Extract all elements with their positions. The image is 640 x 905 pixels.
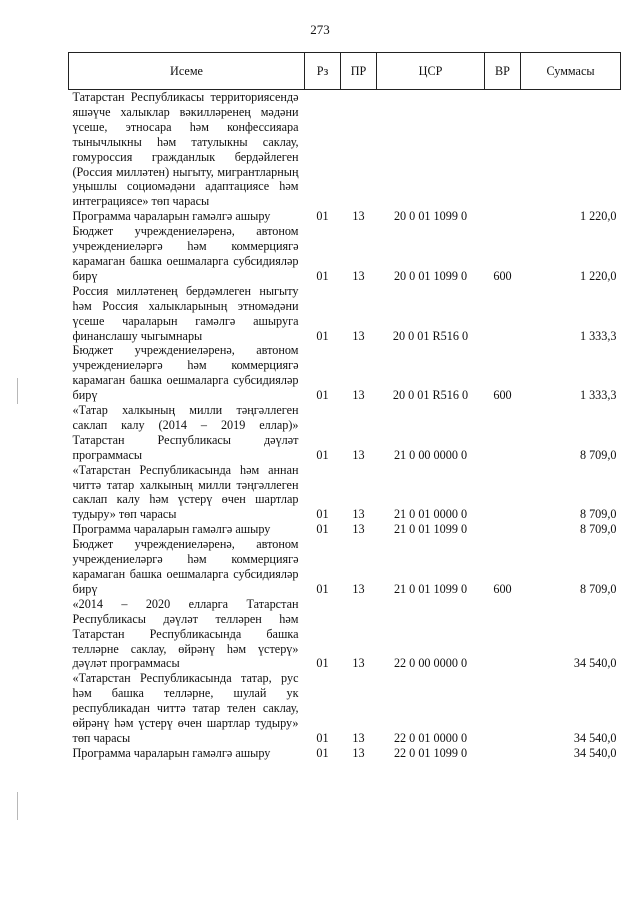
row-pr-cell: 13 [352, 447, 365, 462]
row-rz-cell: 01 [316, 522, 329, 537]
row-sum-cell: 1 220,0 [579, 268, 617, 283]
row-pr-cell: 13 [352, 745, 365, 760]
row-pr-cell: 13 [352, 268, 365, 283]
row-vr-cell: 600 [493, 388, 512, 403]
page-number: 273 [310, 22, 330, 37]
table-row [69, 224, 621, 284]
row-name-cell: Татарстан Республикасы территориясендә яшәүче халыклар вәкилләренең мәдәни үсеше, этносара һәм конфессияара тынычлыкны һәм татулыкны саклау, гомуроссия гражданлык бердәйлеген (Россия милләтен) ныгыту, мигрантларның уңышлы социомәдәни адаптациясе һәм интеграциясе» төп чарасы [72, 90, 299, 209]
row-name-cell: «Татар халкының милли тәңгәллеген саклап калу (2014 – 2019 еллар)» Татарстан Республикасы дәүләт программасы [72, 403, 299, 462]
table-row [69, 597, 621, 672]
table-row [69, 209, 621, 224]
column-header-pr: ПР [341, 53, 377, 90]
row-vr-cell [485, 403, 521, 463]
row-sum-cell: 34 540,0 [573, 656, 617, 671]
row-pr-cell: 13 [352, 656, 365, 671]
row-pr-cell: 13 [352, 507, 365, 522]
row-rz-cell: 01 [316, 656, 329, 671]
row-name-cell: Бюджет учреждениеләренә, автоном учреждениеләргә һәм коммерциягә карамаган башка оешмаларга субсидияләр бирү [72, 343, 299, 403]
table-row [69, 343, 621, 403]
table-row [69, 671, 621, 746]
row-sum-cell: 8 709,0 [579, 581, 617, 596]
row-sum-cell: 8 709,0 [579, 522, 617, 537]
row-vr-cell [485, 746, 521, 761]
row-vr-cell [485, 522, 521, 537]
table-row [69, 403, 621, 463]
row-csr-cell: 21 0 01 1099 0 [393, 581, 468, 596]
row-sum-cell: 1 333,3 [579, 388, 617, 403]
row-pr-cell: 13 [352, 581, 365, 596]
row-rz-cell: 01 [316, 745, 329, 760]
row-sum-cell: 8 709,0 [579, 507, 617, 522]
row-rz-cell: 01 [316, 730, 329, 745]
row-name-cell: Россия милләтенең бердәмлеген ныгыту һәм Россия халыкларының этномәдәни үсеше чараларын гамәлгә ашыруга финанслашу чыгымнары [72, 283, 299, 343]
row-sum-cell: 8 709,0 [579, 447, 617, 462]
row-name-cell: «Татарстан Республикасында һәм аннан читтә татар халкының милли тәңгәллеген саклап калу һәм үстерү өчен шартлар тудыру» төп чарасы [72, 462, 299, 522]
row-rz-cell: 01 [316, 388, 329, 403]
row-csr-cell: 22 0 01 0000 0 [393, 730, 468, 745]
row-name-cell: Программа чараларын гамәлгә ашыру [72, 745, 271, 760]
budget-table [68, 52, 621, 761]
column-header-sum: Суммасы [521, 53, 621, 90]
row-csr-cell: 20 0 01 1099 0 [393, 209, 468, 224]
row-csr-cell: 22 0 01 1099 0 [393, 745, 468, 760]
row-pr-cell: 13 [352, 388, 365, 403]
row-sum-cell [521, 90, 621, 210]
row-pr-cell: 13 [352, 730, 365, 745]
row-csr-cell: 20 0 01 1099 0 [393, 268, 468, 283]
row-name-cell: Программа чараларын гамәлгә ашыру [72, 522, 271, 537]
row-name-cell: «Татарстан Республикасында татар, рус һәм башка телләрне, шулай ук республикадан читтә татар телен саклау, өйрәнү һәм үстерү өчен шартлар тудыру» төп чарасы [72, 671, 299, 745]
row-sum-cell: 1 333,3 [579, 328, 617, 343]
row-rz-cell: 01 [316, 447, 329, 462]
column-header-rz: Рз [305, 53, 341, 90]
row-vr-cell [485, 671, 521, 746]
row-csr-cell: 21 0 00 0000 0 [393, 447, 468, 462]
row-name-cell: «2014 – 2020 елларга Татарстан Республикасы дәүләт телләрен һәм Татарстан Республикасында башка телләрне саклау, өйрәнү һәм үстерү» дәүләт программасы [72, 596, 299, 671]
row-name-cell: Бюджет учреждениеләренә, автоном учреждениеләргә һәм коммерциягә карамаган башка оешмаларга субсидияләр бирү [72, 224, 299, 283]
row-rz-cell: 01 [316, 209, 329, 224]
table-body [69, 90, 621, 761]
column-header-name: Исеме [69, 53, 305, 90]
row-csr-cell [377, 90, 485, 210]
row-rz-cell: 01 [316, 507, 329, 522]
table-row [69, 522, 621, 537]
table-row [69, 284, 621, 344]
row-sum-cell: 34 540,0 [573, 730, 617, 745]
row-vr-cell: 600 [493, 581, 512, 596]
scan-margin-mark [17, 378, 18, 404]
row-csr-cell: 22 0 00 0000 0 [393, 656, 468, 671]
table-row [69, 746, 621, 761]
table-row [69, 537, 621, 597]
row-csr-cell: 21 0 01 0000 0 [393, 507, 468, 522]
row-pr-cell: 13 [352, 522, 365, 537]
row-name-cell: Программа чараларын гамәлгә ашыру [72, 209, 271, 224]
row-name-cell: Бюджет учреждениеләренә, автоном учреждениеләргә һәм коммерциягә карамаган башка оешмаларга субсидияләр бирү [72, 537, 299, 596]
row-rz-cell [305, 90, 341, 210]
row-rz-cell: 01 [316, 268, 329, 283]
row-csr-cell: 20 0 01 R516 0 [392, 328, 469, 343]
row-pr-cell: 13 [352, 328, 365, 343]
row-vr-cell [485, 463, 521, 523]
scan-margin-mark [17, 792, 18, 820]
table-header [69, 53, 621, 90]
row-vr-cell: 600 [493, 268, 512, 283]
row-rz-cell: 01 [316, 581, 329, 596]
row-vr-cell [485, 284, 521, 344]
row-csr-cell: 20 0 01 R516 0 [392, 388, 469, 403]
column-header-csr: ЦСР [377, 53, 485, 90]
row-rz-cell: 01 [316, 328, 329, 343]
table-row [69, 463, 621, 523]
table-row [69, 90, 621, 210]
row-vr-cell [485, 90, 521, 210]
row-pr-cell [341, 90, 377, 210]
column-header-vr: ВР [485, 53, 521, 90]
row-vr-cell [485, 209, 521, 224]
row-csr-cell: 21 0 01 1099 0 [393, 522, 468, 537]
row-sum-cell: 34 540,0 [573, 745, 617, 760]
row-pr-cell: 13 [352, 209, 365, 224]
row-vr-cell [485, 597, 521, 672]
row-sum-cell: 1 220,0 [579, 209, 617, 224]
